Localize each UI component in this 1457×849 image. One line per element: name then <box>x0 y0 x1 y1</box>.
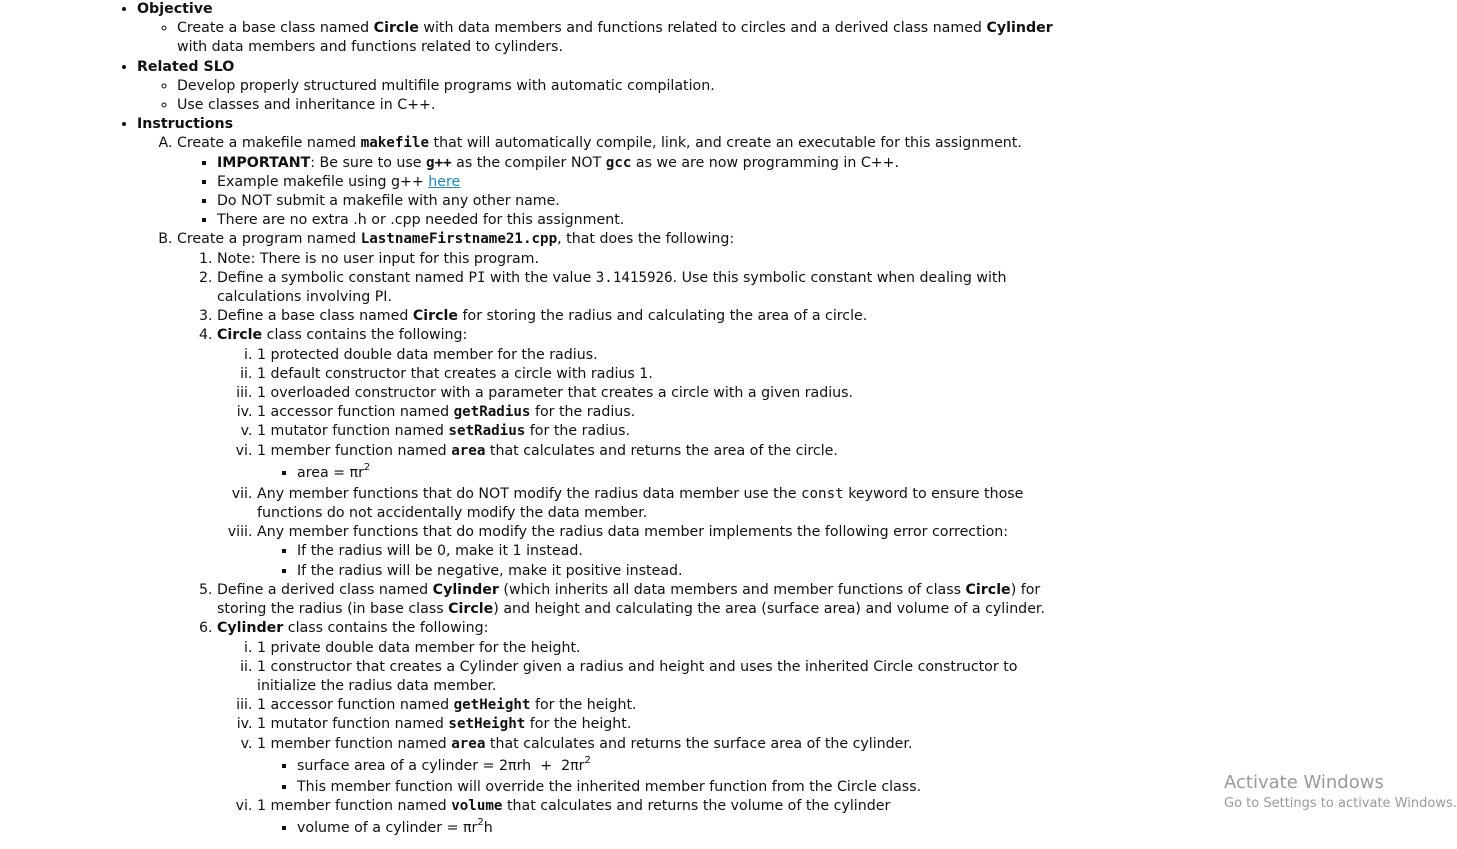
cylinder-member: ii. 1 constructor that creates a Cylinder given a radius and height and uses the inherited Circle constructor to initialize the radius data member. <box>257 658 1060 696</box>
circle-member <box>257 485 1060 523</box>
formula-text: h <box>483 820 493 837</box>
circle-term: Circle <box>217 327 263 344</box>
objective-part: with data members and functions related to cylinders. <box>177 39 563 56</box>
cylinder-members <box>217 639 1060 841</box>
circle-area-formula <box>297 461 1060 485</box>
text: Create a makefile named <box>177 135 361 152</box>
text: Define a base class named <box>217 308 413 325</box>
cylinder-term: Cylinder <box>986 20 1053 37</box>
program-steps <box>177 250 1060 840</box>
circle-member: ii. 1 default constructor that creates a circle with radius 1. <box>257 365 1060 384</box>
formula-text: volume of a cylinder = πr <box>297 820 478 837</box>
objective-part: with data members and functions related to circles and a derived class named <box>418 20 987 37</box>
text: 1 mutator function named <box>257 716 449 733</box>
objective-heading: Objective <box>137 1 213 17</box>
text: as we are now programming in C++. <box>631 154 900 171</box>
exponent: 2 <box>584 754 591 766</box>
text: for the radius. <box>525 423 630 440</box>
related-slo-section <box>137 58 1060 116</box>
getheight-code: getHeight <box>453 697 531 714</box>
text: as the compiler NOT <box>451 154 606 171</box>
exponent: 2 <box>477 817 484 829</box>
circle-term: Circle <box>448 601 494 618</box>
no-extra-files-note: ▪ There are no extra .h or .cpp needed for this assignment. <box>217 211 1060 230</box>
text: class contains the following: <box>262 327 468 344</box>
area-code: area <box>451 442 486 459</box>
related-slo-list <box>137 77 1060 115</box>
text: for the radius. <box>530 404 636 421</box>
volume-formula <box>297 816 1060 840</box>
area-code: area <box>451 735 486 752</box>
text: for the height. <box>530 697 637 714</box>
text: 1 accessor function named <box>257 404 454 421</box>
formula-text: surface area of a cylinder = 2πrh + 2πr <box>297 757 585 774</box>
example-makefile-link[interactable]: here <box>428 173 461 190</box>
cylinder-term: Cylinder <box>217 620 284 637</box>
formula-list <box>257 816 1060 840</box>
important-label: IMPORTANT <box>217 154 311 171</box>
text: with the value <box>485 269 596 286</box>
objective-list <box>137 19 1060 57</box>
objective-text <box>177 19 1060 57</box>
text: Define a symbolic constant named <box>217 269 469 286</box>
step-4 <box>217 326 1060 580</box>
instruction-a <box>177 134 1060 230</box>
cylinder-member <box>257 715 1060 734</box>
example-makefile-note <box>217 173 1060 192</box>
volume-code: volume <box>451 797 503 814</box>
error-correction-item: ▪ If the radius will be 0, make it 1 instead. <box>297 542 1060 561</box>
step-2 <box>217 269 1060 307</box>
instructions-section <box>137 115 1060 840</box>
circle-members <box>217 346 1060 581</box>
cylinder-member: i. 1 private double data member for the height. <box>257 639 1060 658</box>
circle-member <box>257 442 1060 485</box>
text: Example makefile using g++ <box>217 173 429 190</box>
watermark-subtitle: Go to Settings to activate Windows. <box>1224 796 1457 811</box>
step-1: 1. Note: There is no user input for this program. <box>217 250 1060 269</box>
step-5 <box>217 581 1060 619</box>
gpp-code: g++ <box>426 154 452 171</box>
getradius-code: getRadius <box>453 404 531 421</box>
cylinder-member <box>257 797 1060 840</box>
text: 1 mutator function named <box>257 423 449 440</box>
step-3 <box>217 307 1060 326</box>
text: Create a program named <box>177 231 361 248</box>
filename-code: LastnameFirstname21.cpp <box>360 231 558 248</box>
instruction-b <box>177 230 1060 840</box>
text: keyword to ensure those functions do not accidentally modify the data member. <box>257 485 1024 522</box>
text: ) and height and calculating the area (surface area) and volume of a cylinder. <box>493 601 1045 618</box>
cylinder-term: Cylinder <box>432 581 499 598</box>
related-slo-heading: Related SLO <box>137 58 235 75</box>
text: that calculates and returns the area of the circle. <box>485 442 838 459</box>
formula-text: area = πr <box>297 464 364 481</box>
text: that will automatically compile, link, and create an executable for this assignment. <box>429 135 1022 152</box>
text: : Be sure to use <box>310 154 427 171</box>
text: class contains the following: <box>283 620 489 637</box>
text: Any member functions that do NOT modify the radius data member use the <box>257 485 801 502</box>
text: ) for storing the radius (in base class <box>217 581 1041 618</box>
text: 1 member function named <box>257 442 452 459</box>
text: for the height. <box>525 716 632 733</box>
formula-list <box>257 461 1060 485</box>
text: 1 member function named <box>257 735 452 752</box>
objective-part: Create a base class named <box>177 20 374 37</box>
instructions-heading: Instructions <box>137 116 234 133</box>
text: that calculates and returns the surface area of the cylinder. <box>485 735 913 752</box>
text: that calculates and returns the volume of the cylinder <box>502 797 891 814</box>
circle-member: i. 1 protected double data member for the radius. <box>257 346 1060 365</box>
objective-section <box>137 0 1060 58</box>
override-note: ▪ This member function will override the inherited member function from the Circle class. <box>297 778 1060 797</box>
makefile-code: makefile <box>360 135 430 152</box>
circle-member: iii. 1 overloaded constructor with a parameter that creates a circle with a given radius. <box>257 384 1060 403</box>
pi-code: PI <box>468 269 486 286</box>
text: 1 member function named <box>257 797 452 814</box>
pi-value-code: 3.1415926 <box>595 269 673 286</box>
circle-term: Circle <box>412 308 459 325</box>
setheight-code: setHeight <box>448 716 526 733</box>
circle-member <box>257 403 1060 422</box>
slo-item: ◦ Develop properly structured multifile programs with automatic compilation. <box>177 77 1060 96</box>
text: Define a derived class named <box>217 581 433 598</box>
no-other-name-note: ▪ Do NOT submit a makefile with any other name. <box>217 192 1060 211</box>
watermark-title: Activate Windows <box>1224 772 1384 793</box>
text: (which inherits all data members and member functions of class <box>498 581 966 598</box>
text: Any member functions that do modify the radius data member implements the following error correction: <box>257 524 1009 541</box>
important-note <box>217 154 1060 173</box>
text: for storing the radius and calculating the area of a circle. <box>458 308 868 325</box>
makefile-notes <box>177 154 1060 231</box>
error-correction-list <box>257 542 1060 580</box>
circle-term: Circle <box>373 20 419 37</box>
surface-area-formula <box>297 754 1060 778</box>
formula-list <box>257 754 1060 797</box>
cylinder-member <box>257 696 1060 715</box>
const-code: const <box>800 485 844 502</box>
step-6 <box>217 619 1060 840</box>
error-correction-item: ▪ If the radius will be negative, make it positive instead. <box>297 562 1060 581</box>
exponent: 2 <box>363 461 371 473</box>
text: 1 accessor function named <box>257 697 454 714</box>
activate-windows-watermark <box>1224 771 1457 813</box>
circle-member <box>257 422 1060 441</box>
instructions-list <box>137 134 1060 840</box>
text: . Use this symbolic constant when dealing with calculations involving PI. <box>217 269 1007 306</box>
gcc-code: gcc <box>605 154 632 171</box>
setradius-code: setRadius <box>448 423 526 440</box>
circle-term: Circle <box>965 581 1011 598</box>
circle-member <box>257 523 1060 581</box>
slo-item: ◦ Use classes and inheritance in C++. <box>177 96 1060 115</box>
text: , that does the following: <box>557 231 735 248</box>
cylinder-member <box>257 735 1060 797</box>
